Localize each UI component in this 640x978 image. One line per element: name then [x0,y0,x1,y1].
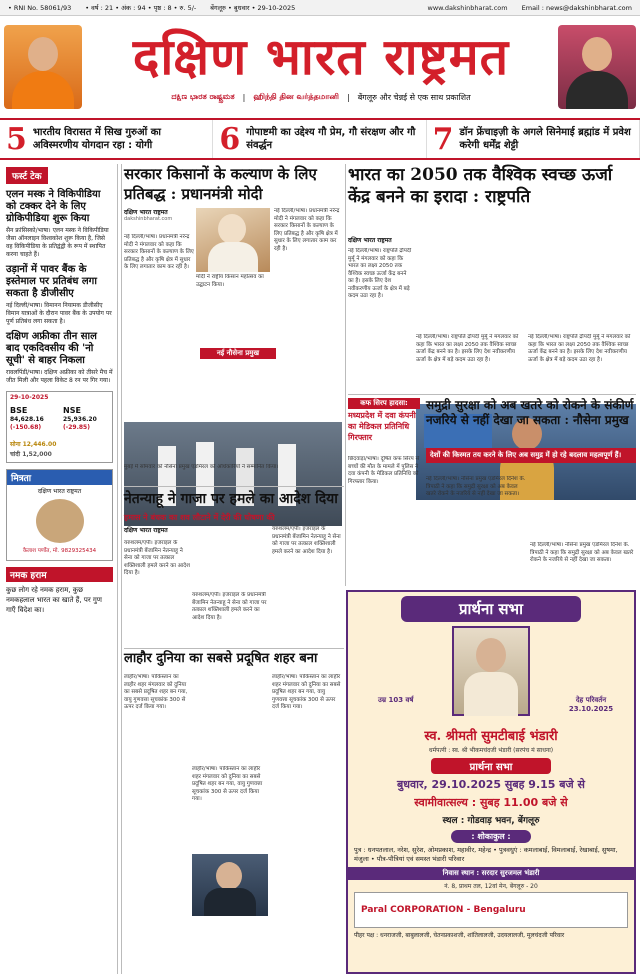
deceased-name: स्व. श्रीमती सुमटीबाई भंडारी [424,729,558,744]
masthead-subline [86,89,556,105]
bse-change: (-150.68) [10,424,42,431]
lead-story [124,164,342,204]
nse-label: NSE [63,406,81,415]
navy-pullquote: देशों की किस्मत तय करने के लिए अब समुद्र में हो रहे बदलाव महत्वपूर्ण हैं। [426,448,636,463]
issue-date: बेंगलूरु • बुधवार • 29-10-2025 [210,4,296,12]
email-link[interactable]: Email : news@dakshinbharat.com [521,3,632,12]
market-box [6,391,113,463]
teaser-text: गोपाष्टमी का उद्देश्य गौ प्रेम, गौ संरक्षण और गौ संवर्द्धन [246,127,416,151]
lead-byline-block [124,208,194,222]
teaser-item[interactable] [427,120,640,158]
relation: धर्मपत्नी : स्व. श्री भीकमचंदजी भंडारी (सरपंच मं साधना) [428,747,554,754]
prayer-datetime: बुधवार, 29.10.2025 सुबह 9.15 बजे से [396,778,585,791]
lead-headline[interactable]: सरकार किसानों के कल्याण के लिए प्रतिबद्ध : प्रधानमंत्री मोदी [124,165,317,203]
newspaper-title: दक्षिण भारत राष्ट्रमत [132,27,510,86]
nse-value: 25,936.20 [63,416,97,423]
byline: दक्षिण भारत राष्ट्रमत [124,527,168,534]
death-date: देह परिवर्तन 23.10.2025 [568,696,614,713]
divider: | [242,92,246,102]
teaser-item[interactable] [213,120,426,158]
prayer-venue: स्थल : गोडवाड़ भवन, बेंगलूरु [442,816,540,826]
navy-photo-caption: मुंबई में सोमवार को नौसेना प्रमुख एडमिरल को अधिकारियों ने सम्मानित किया। [124,464,279,470]
sponsor-strip [354,892,628,928]
right-portrait-photo [558,25,636,109]
sponsor-brand: Paral CORPORATION - Bengaluru [361,905,526,915]
story-tag: कफ सिरप हादसा: [348,398,420,409]
navy-chief-banner: नई नौसेना प्रमुख [200,348,276,359]
gaza-headline[interactable]: नेतन्याहू ने गाजा पर हमले का आदेश दिया [124,491,338,507]
gaza-subhead: हमास ने बंधक का शव लौटाने में देरी की घोषणा की [124,513,275,522]
lahore-body-col3: लाहौर/भाषा। पाकिस्तान का लाहौर शहर मंगलवार को दुनिया का सबसे प्रदूषित शहर बन गया, वायु गुणवत्ता सूचकांक 300 से ऊपर दर्ज किया गया। [272,674,341,710]
brief-text: नई दिल्ली/भाषा। विमानन नियामक डीजीसीए विमान यात्राओं के दौरान पावर बैंक के उपयोग पर पूर्ण प्रतिबंध लगा सकता है। [6,302,112,325]
lead-body: नई दिल्ली/भाषा। प्रधानमंत्री नरेन्द्र मोदी ने मंगलवार को कहा कि सरकार किसानों के कल्याण के लिए प्रतिबद्ध है और कृषि क्षेत्र में सुधार के लिए लगातार काम कर रही है। [124,234,194,270]
brief-headline[interactable]: उड़ानों में पावर बैंक के इस्तेमाल पर प्रतिबंध लगा सकता है डीजीसीए [6,264,97,299]
president-body-col3: नई दिल्ली/भाषा। राष्ट्रपति द्रौपदी मुर्मू ने मंगलवार को कहा कि भारत का लक्ष्य 2050 तक वैश्विक स्वच्छ ऊर्जा केंद्र बनने का है। इसके लिए देश नवीकरणीय ऊर्जा के क्षेत्र में बड़े कदम उठा रहा है। [528,334,631,363]
brief-headline[interactable]: दक्षिण अफ्रीका तीन साल बाद एकदिवसीय की 'नो सूची' से बाहर निकला [6,331,97,366]
teaser-text: भारतीय विरासत में सिख गुरुओं का अविस्मरणीय योगदान रहा : योगी [32,127,161,151]
left-column [6,164,118,974]
poem-text: कुछ लोग रहे नमक हराम, कुछ नमकहलाल भारत का खाते हैं, पर गुण गाएँ विदेश का। [6,586,102,614]
bse-value: 84,628.16 [10,416,44,423]
masthead [0,17,640,121]
swami-vatsalya: स्वामीवात्सल्य : सुबह 11.00 बजे से [414,796,568,809]
columnist-photo [36,499,84,543]
teaser-text: डॉन फ्रेंचाइज़ी के अगले सिनेमाई ब्रह्मांड में प्रवेश करेगी धर्मेंद्र शेट्टी [459,127,631,151]
teaser-page-number: 6 [219,121,241,157]
byline: दक्षिण भारत राष्ट्रमत [348,237,392,244]
deceased-photo [452,626,530,716]
gaza-body: यरुशलम/एपी। इजराइल के प्रधानमंत्री बेंजामिन नेतन्याहू ने सेना को गाजा पर तत्काल शक्तिशाली हमले करने का आदेश दिया है। [124,540,190,576]
prayer-meeting-ad [346,590,636,974]
rni-number: • RNI No. 58061/93 [8,3,72,12]
gaza-body-col3: यरुशलम/एपी। इजराइल के प्रधानमंत्री बेंजामिन नेतन्याहू ने सेना को गाजा पर तत्काल शक्तिशाली हमले करने का आदेश दिया है। [272,526,341,555]
teaser-item[interactable] [0,120,213,158]
teaser-page-number: 7 [432,121,454,157]
pihar-paksh: पीहर पक्ष : धनराजजी, बाबुलालजी, चेतनप्रकाशजी, शांतिलालजी, उदयलालजी, मूलचंदजी परिवार [354,932,565,939]
section-title: फर्स्ट टेक [6,167,48,184]
byline-web: dakshinbharat.com [124,216,173,222]
brief-text: सैन फ्रांसिस्को/भाषा। एलन मस्क ने विकिपीडिया जैसा ऑनलाइन विश्वकोश शुरू किया है, जिसे वह विकिपीडिया के प्रतिद्वंद्वी के रूप में स्थापित करना चाहते हैं। [6,227,109,258]
mitrata-sub: दक्षिण भारत राष्ट्रमत [37,488,82,495]
mourners-title: : शोकाकुल : [451,830,531,843]
teaser-page-number: 5 [6,121,27,157]
modi-photo [196,208,270,272]
photo-caption: मोदी ने राष्ट्रीय किसान महोत्सव का उद्घाटन किया। [196,274,264,288]
brief-headline[interactable]: एलन मस्क ने विकिपीडिया को टक्कर देने के लिए ग्रोकिपीडिया शुरू किया [6,189,101,224]
cough-syrup-body: छिंदवाड़ा/भाषा। दूषित कफ सिरप से बच्चों की मौत के मामले में पुलिस ने दवा कंपनी के मेडिकल प्रतिनिधि को गिरफ्तार किया। [348,456,420,485]
silver-price: चांदी 1,52,000 [10,451,52,458]
navy-body-col2: नई दिल्ली/भाषा। नौसेना प्रमुख एडमिरल दिनेश के. त्रिपाठी ने कहा कि समुद्री सुरक्षा को अब केवल खतरे रोकने के नजरिये से नहीं देखा जा सकता। [530,542,634,563]
mitrata-box [6,469,113,561]
website-link[interactable]: www.dakshinbharat.com [427,3,508,12]
age: उम्र 103 वर्ष [378,696,414,704]
namak-haram-box [6,567,113,615]
lahore-headline[interactable]: लाहौर दुनिया का सबसे प्रदूषित शहर बना [124,651,318,666]
left-portrait-photo [4,25,82,109]
poem-title: नमक हराम [6,567,113,582]
column-rule [345,164,346,586]
navy-headline[interactable]: समुद्री सुरक्षा को अब खतरे को रोकने के संकीर्ण नजरिये से नहीं देखा जा सकता : नौसेना प्रमुख [426,398,634,427]
columnist-contact: कैलाश पर्णोत, मो. 9829325434 [22,548,97,554]
top-info-bar [0,0,640,16]
row-rule [348,394,636,395]
issue-info: • वर्ष : 21 • अंक : 94 • पृष्ठ : 8 • रु. 5/- [85,4,197,12]
byline: दक्षिण भारत राष्ट्रमत [124,209,168,216]
gold-price: सोना 12,446.00 [10,441,57,448]
nse-change: (-29.85) [63,424,90,431]
prayer-subtitle: प्रार्थना सभा [431,758,551,774]
mitrata-title: मित्रता [7,470,112,485]
navy-body: नई दिल्ली/भाषा। नौसेना प्रमुख एडमिरल दिनेश के. त्रिपाठी ने कहा कि समुद्री सुरक्षा को अब केवल खतरे रोकने के नजरिये से नहीं देखा जा सकता। [426,476,526,497]
teaser-row [0,118,640,160]
lead-body-continued: नई दिल्ली/भाषा। प्रधानमंत्री नरेन्द्र मोदी ने मंगलवार को कहा कि सरकार किसानों के कल्याण के लिए प्रतिबद्ध है और कृषि क्षेत्र में सुधार के लिए लगातार काम कर रही है। [274,208,340,252]
gaza-body-col2: यरुशलम/एपी। इजराइल के प्रधानमंत्री बेंजामिन नेतन्याहू ने सेना को गाजा पर तत्काल शक्तिशाली हमले करने का आदेश दिया है। [192,592,267,621]
president-headline[interactable]: भारत का 2050 तक वैश्विक स्वच्छ ऊर्जा केंद्र बनने का इरादा : राष्ट्रपति [348,165,613,207]
bse-label: BSE [10,406,28,415]
lahore-body: लाहौर/भाषा। पाकिस्तान का लाहौर शहर मंगलवार को दुनिया का सबसे प्रदूषित शहर बन गया, वायु गुणवत्ता सूचकांक 300 से ऊपर दर्ज किया गया। [124,674,188,710]
president-body: नई दिल्ली/भाषा। राष्ट्रपति द्रौपदी मुर्मू ने मंगलवार को कहा कि भारत का लक्ष्य 2050 तक वैश्विक स्वच्छ ऊर्जा केंद्र बनने का है। इसके लिए देश नवीकरणीय ऊर्जा के क्षेत्र में बड़े कदम उठा रहा है। [348,248,412,299]
residence: निवास स्थान : सरदार सुरजमल भंडारी [348,867,634,880]
row-rule [124,648,344,649]
cough-syrup-headline[interactable]: मध्यप्रदेश में दवा कंपनी का मेडिकल प्रतिनिधि गिरफ्तार [348,410,416,442]
row-rule [124,486,344,487]
tagline: बेंगलूरु और चेन्नई से एक साथ प्रकाशित [357,92,471,102]
column-rule [121,164,122,974]
brief-text: रावलपिंडी/भाषा। दक्षिण अफ्रीका को तीसरे मैच में जीत मिली और पहला विकेट 8 रन पर गिर गया। [6,369,113,384]
divider: | [346,92,350,102]
kannada-title: ದಕ್ಷಿಣ ಭಾರತ ರಾಷ್ಟ್ರಮತ [171,92,235,101]
prayer-title: प्रार्थना सभा [401,596,581,622]
market-date: 29-10-2025 [10,394,49,401]
residence-address: नं. 8, प्राथम तल, 12वां मेन, बेंगलूरु - 20 [444,883,538,890]
tamil-title: ஹிந்தி தின வர்த்தமானி [253,92,339,101]
lahore-body-col2: लाहौर/भाषा। पाकिस्तान का लाहौर शहर मंगलवार को दुनिया का सबसे प्रदूषित शहर बन गया, वायु गुणवत्ता सूचकांक 300 से ऊपर दर्ज किया गया। [192,766,263,802]
president-body-col2: नई दिल्ली/भाषा। राष्ट्रपति द्रौपदी मुर्मू ने मंगलवार को कहा कि भारत का लक्ष्य 2050 तक वैश्विक स्वच्छ ऊर्जा केंद्र बनने का है। इसके लिए देश नवीकरणीय ऊर्जा के क्षेत्र में बड़े कदम उठा रहा है। [416,334,519,363]
mourners-list: पुत्र : धनपतलाल, नरेश, सुरेश, ओमप्रकाश, महावीर, महेन्द्र • पुत्रवधुएं : कमलाबाई, विमलाबाई, रेखाबाई, सुषमा, मंजुला • पौत्र-पौत्रियां एवं समस्त भंडारी परिवार [354,846,618,863]
